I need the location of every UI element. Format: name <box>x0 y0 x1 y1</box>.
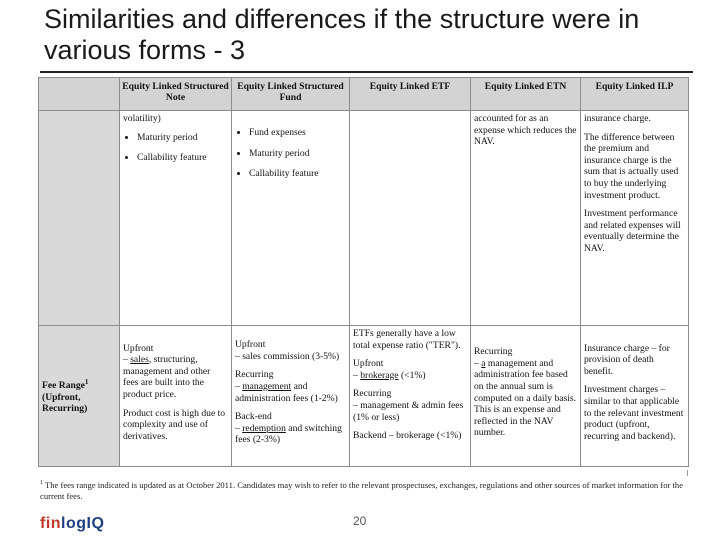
slide-title: Similarities and differences if the structure were in various forms - 3 <box>44 4 640 65</box>
header-etn: Equity Linked ETN <box>471 78 581 111</box>
ilp-para: insurance charge. <box>584 113 651 124</box>
fund-upfront-body: – sales commission (3-5%) <box>235 350 340 362</box>
header-blank <box>39 78 120 111</box>
list-item: • Fund expenses <box>249 127 346 139</box>
fund-recurring-dash: – <box>235 380 243 392</box>
row-label-fee-range <box>39 326 120 467</box>
table-header-row <box>39 78 689 111</box>
header-ilp: Equity Linked ILP <box>581 78 689 111</box>
table-row-fee-range <box>39 326 689 467</box>
note-fee-cost: Product cost is high due to complexity and use of derivatives. <box>123 407 226 442</box>
note-upfront-dash: – <box>123 354 131 366</box>
fund-recurring-underlined: management <box>242 380 292 392</box>
ilp-fee-investment: Investment charges – similar to that applicable to the relevant investment product (upfront, recurring and backend). <box>584 384 684 442</box>
cell-etf-fees <box>350 326 471 467</box>
ilp-fee-insurance: Insurance charge – for provision of death benefit. <box>584 342 670 377</box>
cell-ilp-continued <box>581 111 689 326</box>
etf-upfront-dash: – <box>353 369 361 381</box>
fund-backend-dash: – <box>235 422 243 434</box>
list-item: • Callability feature <box>249 168 346 180</box>
fund-bullet-list <box>235 127 346 180</box>
etn-recurring-head: Recurring <box>474 346 513 358</box>
etn-recurring-rest: management and administration fee based on the annual sum is computed on a daily basis. This is an expense and reflected in the NAV number. <box>474 357 577 439</box>
cell-etn-fees <box>471 326 581 467</box>
footnote-text: The fees range indicated is updated as at October 2011. Candidates may wish to refer to the relevant prospectuses, exchanges, regulations and other sources of market information for the current fees. <box>40 479 684 501</box>
fund-upfront-head: Upfront <box>235 339 266 351</box>
etf-recurring-head: Recurring <box>353 388 392 400</box>
logo-part-logiq: logIQ <box>61 515 105 532</box>
list-item: • Maturity period <box>249 148 346 160</box>
fee-range-footnote-mark: 1 <box>84 378 89 387</box>
cell-note-continued <box>120 111 232 326</box>
note-bullet-list <box>123 132 228 164</box>
row-label-blank <box>39 111 120 326</box>
fund-fee-backend <box>235 411 346 446</box>
header-etf: Equity Linked ETF <box>350 78 471 111</box>
etn-continued-text: accounted for as an expense which reduces the NAV. <box>474 113 577 148</box>
cell-ilp-fees <box>581 326 689 467</box>
etf-upfront-rest: (<1%) <box>398 369 426 381</box>
logo-part-fin: fin <box>40 515 62 532</box>
fund-recurring-head: Recurring <box>235 369 274 381</box>
etf-recurring-body: – management & admin fees (1% or less) <box>353 399 464 423</box>
note-lead-text: volatility) <box>123 113 161 124</box>
etf-upfront-underlined: brokerage <box>360 369 399 381</box>
etn-recurring-dash: – <box>474 357 482 369</box>
fund-fee-upfront <box>235 339 346 362</box>
header-structured-fund: Equity Linked Structured Fund <box>232 78 350 111</box>
finlogiq-logo <box>40 515 104 533</box>
comparison-table-wrapper <box>38 77 688 467</box>
ilp-para: Investment performance and related expenses will eventually determine the NAV. <box>584 208 681 254</box>
ilp-para: The difference between the premium and insurance charge is the sum that is actually used to buy the underlying investment product. <box>584 131 679 201</box>
table-row-continued <box>39 111 689 326</box>
note-fee-upfront <box>123 343 228 401</box>
fund-backend-underlined: redemption <box>242 422 286 434</box>
comparison-table <box>38 77 689 467</box>
fund-recurring-rest: and administration fees (1-2%) <box>235 380 338 404</box>
etf-fee-backend: Backend – brokerage (<1%) <box>353 430 462 442</box>
fund-backend-rest: and switching fees (2-3%) <box>235 422 342 446</box>
fee-range-sublabel: (Upfront, Recurring) <box>42 391 88 415</box>
note-upfront-underlined: sales <box>130 354 149 366</box>
fund-fee-recurring <box>235 369 346 404</box>
etn-fee-recurring <box>474 346 577 439</box>
cell-fund-continued <box>232 111 350 326</box>
footnote-mark: 1 <box>40 480 43 486</box>
table-edge-mark <box>687 470 688 476</box>
cell-note-fees <box>120 326 232 467</box>
etn-recurring-underlined: a <box>481 357 486 369</box>
note-upfront-head: Upfront <box>123 342 154 354</box>
list-item: • Maturity period <box>137 132 228 144</box>
cell-fund-fees <box>232 326 350 467</box>
page-number: 20 <box>353 514 367 528</box>
fund-backend-head: Back-end <box>235 411 272 423</box>
cell-etn-continued <box>471 111 581 326</box>
etf-fee-ter: ETFs generally have a low total expense ratio ("TER"). <box>353 328 461 351</box>
title-underline <box>40 71 693 73</box>
cell-etf-continued <box>350 111 471 326</box>
note-upfront-rest: , structuring, management and other fees are built into the product price. <box>123 354 211 400</box>
etf-upfront-head: Upfront <box>353 358 384 370</box>
list-item: • Callability feature <box>137 152 228 164</box>
footnote <box>40 478 690 502</box>
fee-range-label: Fee Range <box>42 380 85 392</box>
etf-fee-recurring <box>353 388 467 423</box>
etf-fee-upfront <box>353 358 467 381</box>
header-structured-note: Equity Linked Structured Note <box>120 78 232 111</box>
